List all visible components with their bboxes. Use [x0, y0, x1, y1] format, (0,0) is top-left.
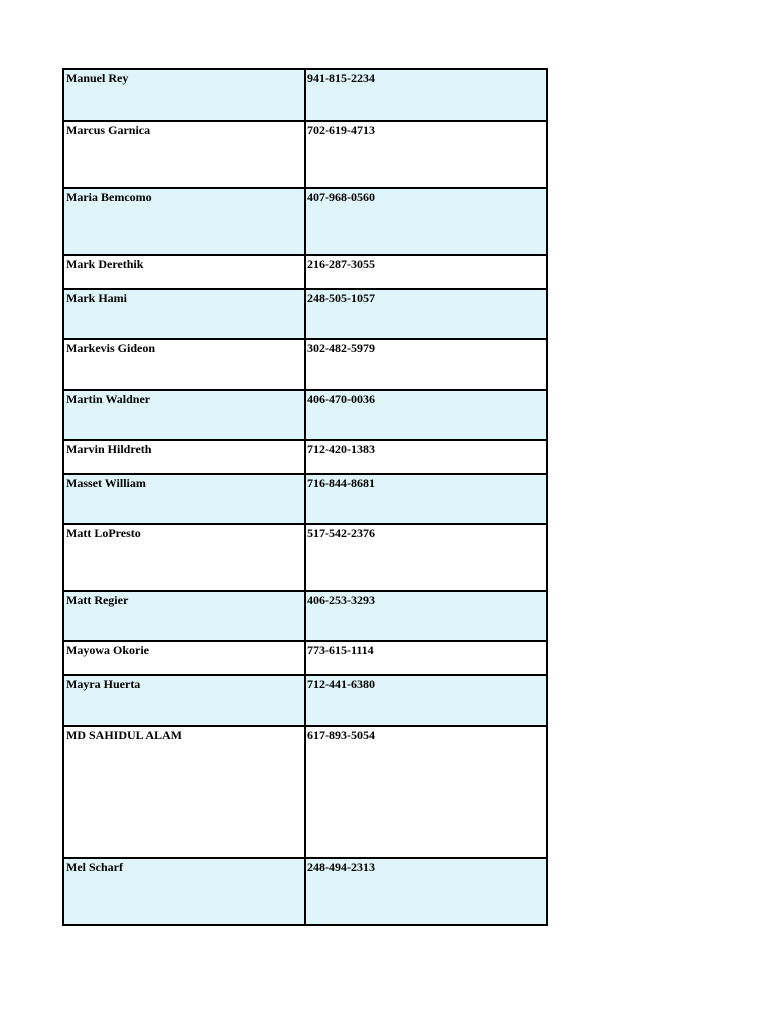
contact-phone-cell: 406-253-3293 [305, 591, 547, 641]
table-row [63, 726, 547, 858]
contact-phone-cell: 941-815-2234 [305, 69, 547, 121]
contact-name-cell: Marvin Hildreth [63, 440, 305, 474]
contact-phone-cell: 406-470-0036 [305, 390, 547, 440]
contact-name-cell: Matt LoPresto [63, 524, 305, 591]
table-row [63, 675, 547, 726]
table-row [63, 641, 547, 675]
contact-name-cell: Mayra Huerta [63, 675, 305, 726]
contact-name-cell: Manuel Rey [63, 69, 305, 121]
contact-name-cell: Mayowa Okorie [63, 641, 305, 675]
contact-phone-cell: 517-542-2376 [305, 524, 547, 591]
table-row [63, 524, 547, 591]
contact-phone-cell: 248-494-2313 [305, 858, 547, 925]
contact-phone-cell: 702-619-4713 [305, 121, 547, 188]
table-row [63, 440, 547, 474]
contact-phone-cell: 617-893-5054 [305, 726, 547, 858]
table-row [63, 390, 547, 440]
contact-name-cell: Mel Scharf [63, 858, 305, 925]
contacts-table-body [63, 69, 547, 925]
table-row [63, 121, 547, 188]
contact-name-cell: Mark Hami [63, 289, 305, 339]
contact-name-cell: Maria Bemcomo [63, 188, 305, 255]
table-row [63, 188, 547, 255]
contact-phone-cell: 216-287-3055 [305, 255, 547, 289]
contacts-table [62, 68, 548, 926]
contact-phone-cell: 407-968-0560 [305, 188, 547, 255]
table-row [63, 69, 547, 121]
contact-phone-cell: 716-844-8681 [305, 474, 547, 524]
table-row [63, 858, 547, 925]
table-row [63, 289, 547, 339]
contact-phone-cell: 712-441-6380 [305, 675, 547, 726]
contact-name-cell: Mark Derethik [63, 255, 305, 289]
contact-name-cell: Masset William [63, 474, 305, 524]
contact-name-cell: MD SAHIDUL ALAM [63, 726, 305, 858]
table-row [63, 474, 547, 524]
table-row [63, 591, 547, 641]
contact-name-cell: Markevis Gideon [63, 339, 305, 390]
contact-phone-cell: 302-482-5979 [305, 339, 547, 390]
contact-phone-cell: 773-615-1114 [305, 641, 547, 675]
table-row [63, 255, 547, 289]
contact-phone-cell: 248-505-1057 [305, 289, 547, 339]
contact-name-cell: Martin Waldner [63, 390, 305, 440]
contact-name-cell: Matt Regier [63, 591, 305, 641]
contact-phone-cell: 712-420-1383 [305, 440, 547, 474]
contact-name-cell: Marcus Garnica [63, 121, 305, 188]
table-row [63, 339, 547, 390]
